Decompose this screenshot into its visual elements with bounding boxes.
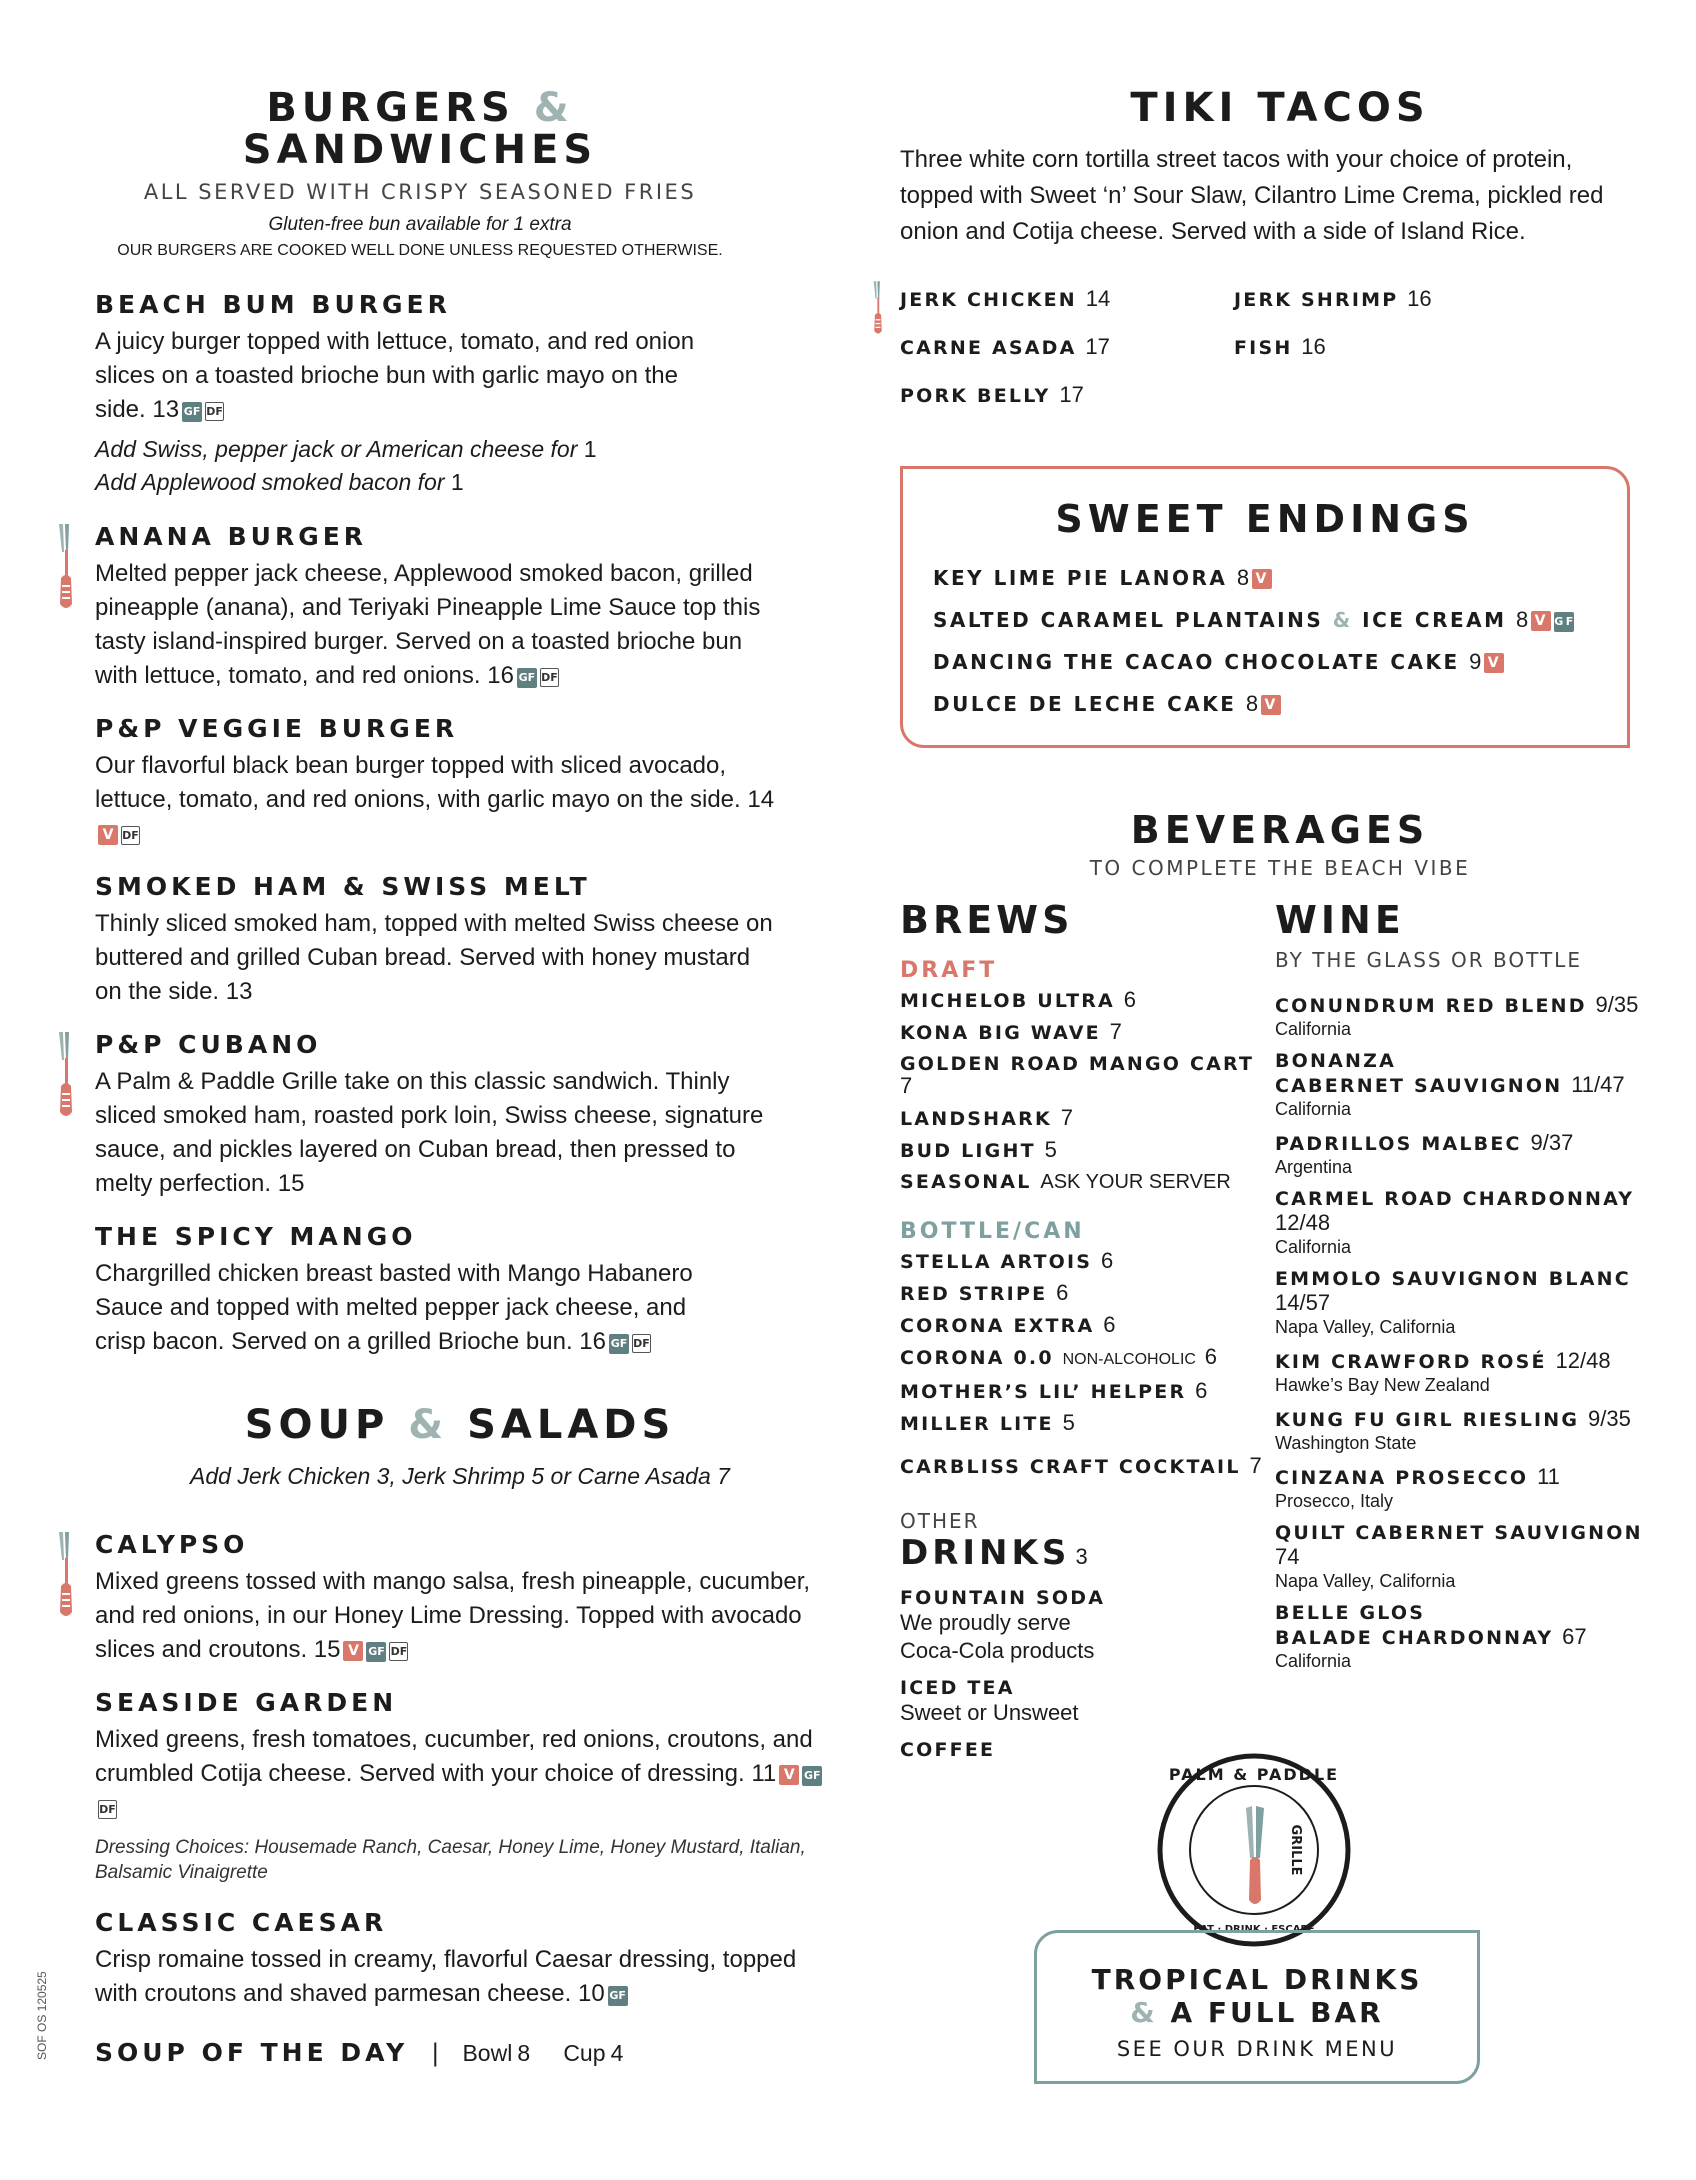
soups-title-amp: & <box>408 1402 449 1448</box>
option-price: 17 <box>1085 334 1110 359</box>
wine-name: PADRILLOS MALBEC <box>1275 1133 1522 1155</box>
menu-item-beach-bum-burger <box>95 290 855 499</box>
dessert-cacao-cake <box>933 649 1627 675</box>
item-desc <box>95 1565 845 1667</box>
wine-price: 9/35 <box>1588 1406 1631 1431</box>
dessert-price: 8 <box>1516 607 1529 632</box>
item-name: BEACH BUM BURGER <box>95 290 451 319</box>
cooked-note: OUR BURGERS ARE COOKED WELL DONE UNLESS REQUESTED OTHERWISE. <box>117 242 723 259</box>
gf-badge: GF <box>608 1986 628 2006</box>
brews-title: BREWS <box>900 898 1074 942</box>
wine-name: CABERNET SAUVIGNON <box>1275 1075 1563 1097</box>
soups-addons: Add Jerk Chicken 3, Jerk Shrimp 5 or Carne Asada 7 <box>190 1463 730 1489</box>
option-name: CARNE ASADA <box>900 337 1077 359</box>
item-price: 15 <box>313 1636 341 1663</box>
drink-desc: Sweet or Unsweet <box>900 1700 1079 1725</box>
item-desc-text: Mixed greens, fresh tomatoes, cucumber, red onions, croutons, and crumbled Cotija cheese. Served with your choice of dressing. <box>95 1726 813 1787</box>
wine-price: 12/48 <box>1275 1210 1331 1235</box>
beer-name: CORONA 0.0 <box>900 1347 1054 1369</box>
beer-name: CORONA EXTRA <box>900 1315 1095 1337</box>
item-desc <box>95 1065 775 1201</box>
wine-name: CARMEL ROAD CHARDONNAY <box>1275 1188 1635 1210</box>
item-price: 13 <box>225 978 253 1005</box>
drink-desc: We proudly serve <box>900 1610 1071 1635</box>
draft-item <box>900 1107 1270 1130</box>
item-name: SMOKED HAM & SWISS MELT <box>95 872 591 901</box>
taco-option-pork-belly <box>900 382 1084 408</box>
df-badge: DF <box>540 668 559 687</box>
wine-region: California <box>1275 1237 1352 1257</box>
beer-name: LANDSHARK <box>900 1108 1052 1130</box>
wine-producer: BELLE GLOS <box>1275 1602 1426 1624</box>
beer-price: ASK YOUR SERVER <box>1040 1171 1231 1193</box>
paddle-icon <box>870 280 886 336</box>
wine-item <box>1275 1464 1665 1512</box>
bottle-item <box>900 1346 1270 1371</box>
item-desc <box>95 1723 835 1825</box>
beer-price: 6 <box>1103 1312 1116 1337</box>
menu-item-ham-swiss-melt <box>95 872 855 1009</box>
beer-name: GOLDEN ROAD MANGO CART <box>900 1053 1255 1075</box>
beer-name: KONA BIG WAVE <box>900 1022 1101 1044</box>
gf-badge: GF <box>517 668 537 688</box>
vegetarian-badge: V <box>343 1641 363 1661</box>
wine-price: 9/37 <box>1530 1130 1574 1155</box>
bottle-list <box>900 1250 1270 1435</box>
bar-line1: TROPICAL DRINKS <box>1091 1963 1423 1996</box>
dessert-name: DULCE DE LECHE CAKE <box>933 692 1237 716</box>
paddle-icon <box>55 1530 77 1620</box>
option-price: 17 <box>1059 382 1084 407</box>
draft-item <box>900 1053 1270 1098</box>
beer-price: 6 <box>1204 1344 1218 1369</box>
option-price: 16 <box>1407 286 1432 311</box>
draft-label: DRAFT <box>900 958 998 983</box>
drink-name: ICED TEA <box>900 1677 1015 1699</box>
dessert-name-b: ICE CREAM <box>1362 608 1507 632</box>
beer-name: BUD LIGHT <box>900 1140 1036 1162</box>
beer-name: MILLER LITE <box>900 1413 1054 1435</box>
option-name: JERK SHRIMP <box>1234 289 1399 311</box>
wine-name: KIM CRAWFORD ROSÉ <box>1275 1351 1547 1373</box>
item-desc <box>95 325 735 427</box>
option-name: FISH <box>1234 337 1293 359</box>
wine-list <box>1275 992 1665 1672</box>
wine-region: California <box>1275 1019 1352 1039</box>
vegetarian-badge: V <box>1484 653 1504 673</box>
gf-badge: GF <box>802 1766 822 1786</box>
burgers-title-amp: & <box>533 85 574 131</box>
dressing-label: Dressing Choices: <box>95 1837 250 1858</box>
burgers-subtitle: ALL SERVED WITH CRISPY SEASONED FRIES <box>143 180 697 204</box>
beer-price: 6 <box>1195 1378 1208 1403</box>
menu-item-calypso <box>95 1530 855 1667</box>
option-name: PORK BELLY <box>900 385 1051 407</box>
beer-name: MOTHER’S LIL’ HELPER <box>900 1381 1187 1403</box>
dessert-plantains <box>933 607 1627 633</box>
draft-list <box>900 989 1270 1193</box>
dressing-choices <box>95 1835 815 1885</box>
item-desc <box>95 749 785 851</box>
burgers-title-b: SANDWICHES <box>242 127 598 173</box>
item-name: CALYPSO <box>95 1530 249 1559</box>
drinks-title: DRINKS <box>900 1533 1071 1573</box>
wine-item <box>1275 1050 1665 1120</box>
df-badge: DF <box>632 1334 651 1353</box>
bottle-label: BOTTLE/CAN <box>900 1219 1085 1244</box>
draft-item <box>900 1021 1270 1044</box>
wine-name: EMMOLO SAUVIGNON BLANC <box>1275 1268 1631 1290</box>
beer-note: NON-ALCOHOLIC <box>1062 1351 1196 1368</box>
wine-price: 14/57 <box>1275 1290 1331 1315</box>
separator: | <box>431 2039 440 2067</box>
addon-bacon-text: Add Applewood smoked bacon for <box>95 469 445 495</box>
dessert-price: 9 <box>1469 649 1482 674</box>
wine-price: 12/48 <box>1555 1348 1611 1373</box>
wine-item <box>1275 992 1665 1040</box>
sweet-endings-box <box>900 466 1630 748</box>
soup-of-the-day <box>95 2038 855 2067</box>
sweet-endings-title: SWEET ENDINGS <box>1055 497 1475 541</box>
wine-item <box>1275 1348 1665 1396</box>
addon-bacon-price: 1 <box>450 469 464 495</box>
beer-price: 5 <box>1062 1410 1075 1435</box>
vegetarian-badge: V <box>1531 611 1551 631</box>
beer-name: SEASONAL <box>900 1171 1032 1193</box>
bar-line2-text: A FULL BAR <box>1170 1996 1384 2029</box>
gf-badge: GF <box>1554 612 1574 632</box>
full-bar-box <box>1034 1930 1480 2084</box>
wine-item <box>1275 1602 1665 1672</box>
item-desc <box>95 1257 725 1359</box>
wine-price: 9/35 <box>1595 992 1639 1017</box>
wine-name: CINZANA PROSECCO <box>1275 1467 1529 1489</box>
beer-price: 7 <box>1060 1105 1074 1130</box>
dessert-name-a: SALTED CARAMEL PLANTAINS <box>933 608 1324 632</box>
drinks-list <box>900 1587 1270 1761</box>
draft-item <box>900 1139 1270 1162</box>
wine-name: KUNG FU GIRL RIESLING <box>1275 1409 1580 1431</box>
tacos-desc: Three white corn tortilla street tacos with your choice of protein, topped with Sweet ‘n’ Sour Slaw, Cilantro Lime Crema, pickled red onion and Cotija cheese. Served with a side of Island Rice. <box>900 146 1604 245</box>
soups-title-a: SOUP <box>244 1402 390 1448</box>
paddle-icon <box>1249 1857 1261 1904</box>
dessert-key-lime <box>933 565 1627 591</box>
wine-price: 67 <box>1562 1624 1587 1649</box>
menu-item-spicy-mango <box>95 1222 855 1359</box>
cup-price: 4 <box>610 2040 624 2066</box>
wine-name: CONUNDRUM RED BLEND <box>1275 995 1587 1017</box>
item-price: 16 <box>579 1328 606 1355</box>
beer-price: 6 <box>1056 1280 1069 1305</box>
vegetarian-badge: V <box>98 825 118 845</box>
option-price: 16 <box>1301 334 1326 359</box>
gluten-free-note: Gluten-free bun available for 1 extra <box>268 214 572 235</box>
item-name: ANANA BURGER <box>95 522 368 551</box>
drink-menu-cta: SEE OUR DRINK MENU <box>1116 2037 1398 2061</box>
item-price: 16 <box>487 662 514 689</box>
item-desc-text: Our flavorful black bean burger topped with sliced avocado, lettuce, tomato, and red onions, with garlic mayo on the side. <box>95 752 741 813</box>
item-name: CLASSIC CAESAR <box>95 1908 388 1937</box>
item-name: P&P CUBANO <box>95 1030 322 1059</box>
item-desc <box>95 557 785 693</box>
beer-name: STELLA ARTOIS <box>900 1251 1093 1273</box>
bowl-label: Bowl <box>462 2040 513 2066</box>
cocktail-price: 7 <box>1249 1453 1262 1478</box>
addon-bacon <box>95 466 855 499</box>
draft-item <box>900 1171 1270 1193</box>
wine-region: Napa Valley, California <box>1275 1571 1456 1591</box>
gf-badge: GF <box>182 402 202 422</box>
bowl-price: 8 <box>517 2040 531 2066</box>
df-badge: DF <box>389 1642 408 1661</box>
gf-badge: GF <box>609 1334 629 1354</box>
option-price: 14 <box>1085 286 1111 311</box>
df-badge: DF <box>205 402 224 421</box>
tacos-options <box>900 286 1660 416</box>
taco-option-jerk-shrimp <box>1234 286 1432 312</box>
bottle-item <box>900 1250 1270 1273</box>
brews-section <box>900 898 1270 1761</box>
palm-paddle-logo <box>1154 1750 1354 1950</box>
logo-top-text: PALM & PADDLE <box>1168 1765 1340 1784</box>
wine-title: WINE <box>1275 898 1405 942</box>
beverages-subtitle: TO COMPLETE THE BEACH VIBE <box>1089 856 1471 880</box>
menu-item-seaside-garden <box>95 1688 855 1885</box>
dessert-price: 8 <box>1245 691 1259 716</box>
paddle-icon <box>55 1030 77 1120</box>
gf-badge: GF <box>366 1642 386 1662</box>
addon-cheese-text: Add Swiss, pepper jack or American cheese for <box>95 436 578 462</box>
item-desc-text: Mixed greens tossed with mango salsa, fresh pineapple, cucumber, and red onions, in our Honey Lime Dressing. Topped with avocado slices and croutons. <box>95 1568 811 1663</box>
soups-title-b: SALADS <box>467 1402 676 1448</box>
wine-price: 11/47 <box>1571 1072 1625 1097</box>
wine-region: Hawke’s Bay New Zealand <box>1275 1375 1490 1395</box>
drink-desc: Coca-Cola products <box>900 1638 1095 1663</box>
wine-item <box>1275 1268 1665 1338</box>
wine-region: Argentina <box>1275 1157 1353 1177</box>
item-name: P&P VEGGIE BURGER <box>95 714 459 743</box>
soups-title <box>95 1402 825 1448</box>
tacos-title: TIKI TACOS <box>1130 85 1430 131</box>
bar-amp: & <box>1130 1996 1158 2029</box>
logo-grille-text: GRILLE <box>1288 1824 1303 1876</box>
wine-item <box>1275 1406 1665 1454</box>
addon-cheese-price: 1 <box>583 436 597 462</box>
wine-region: Prosecco, Italy <box>1275 1491 1394 1511</box>
option-name: JERK CHICKEN <box>900 289 1077 311</box>
wine-producer: BONANZA <box>1275 1050 1397 1072</box>
logo-tagline-text: EAT · DRINK · ESCAPE <box>1193 1924 1315 1935</box>
beer-name: MICHELOB ULTRA <box>900 990 1115 1012</box>
beer-price: 6 <box>1100 1248 1114 1273</box>
item-price: 13 <box>152 396 180 423</box>
other-label: OTHER <box>900 1509 980 1533</box>
menu-item-classic-caesar <box>95 1908 855 2011</box>
sweet-endings-list <box>903 565 1627 717</box>
drinks-price: 3 <box>1075 1544 1088 1569</box>
item-desc <box>95 907 775 1009</box>
df-badge: DF <box>98 1800 117 1819</box>
item-desc-text: A Palm & Paddle Grille take on this classic sandwich. Thinly sliced smoked ham, roasted pork loin, Swiss cheese, signature sauce, and pickles layered on Cuban bread, then pressed to melty perfection. <box>95 1068 764 1197</box>
print-code: SOF OS 120525 <box>35 1971 49 2060</box>
cocktail-name: CARBLISS CRAFT COCKTAIL <box>900 1456 1241 1478</box>
dessert-name: KEY LIME PIE LANORA <box>933 566 1228 590</box>
item-desc-text: A juicy burger topped with lettuce, tomato, and red onion slices on a toasted brioche bun with garlic mayo on the side. <box>95 328 695 423</box>
bar-line2 <box>1037 1996 1477 2029</box>
beer-price: 7 <box>1109 1019 1122 1044</box>
wine-name: QUILT CABERNET SAUVIGNON <box>1275 1522 1643 1544</box>
soups-header <box>95 1402 825 1490</box>
dressing-list: Housemade Ranch, Caesar, Honey Lime, Honey Mustard, Italian, Balsamic Vinaigrette <box>95 1837 806 1883</box>
item-price: 14 <box>747 786 775 813</box>
burgers-header <box>95 85 745 260</box>
wine-price: 74 <box>1275 1544 1300 1569</box>
item-name: THE SPICY MANGO <box>95 1222 417 1251</box>
taco-option-fish <box>1234 334 1326 360</box>
beer-name: RED STRIPE <box>900 1283 1048 1305</box>
menu-item-veggie-burger <box>95 714 855 851</box>
cocktail-item <box>900 1453 1270 1479</box>
item-price: 15 <box>277 1170 305 1197</box>
menu-item-anana-burger <box>95 522 855 693</box>
item-price: 11 <box>751 1760 777 1787</box>
wine-region: Napa Valley, California <box>1275 1317 1456 1337</box>
item-desc-text: Crisp romaine tossed in creamy, flavorful Caesar dressing, topped with croutons and shaved parmesan cheese. <box>95 1946 797 2007</box>
drinks-heading <box>900 1533 1270 1573</box>
bottle-item <box>900 1314 1270 1337</box>
item-desc-text: Thinly sliced smoked ham, topped with melted Swiss cheese on buttered and grilled Cuban bread. Served with honey mustard on the side. <box>95 910 773 1005</box>
item-name: SEASIDE GARDEN <box>95 1688 398 1717</box>
dessert-dulce-de-leche <box>933 691 1627 717</box>
wine-price: 11 <box>1537 1464 1560 1489</box>
dessert-price: 8 <box>1236 565 1250 590</box>
drink-name: COFFEE <box>900 1739 996 1761</box>
taco-option-jerk-chicken <box>900 286 1110 312</box>
cup-label: Cup <box>563 2040 606 2066</box>
taco-option-carne-asada <box>900 334 1110 360</box>
item-desc <box>95 1943 835 2011</box>
vegetarian-badge: V <box>1252 569 1272 589</box>
item-price: 10 <box>577 1980 605 2007</box>
vegetarian-badge: V <box>779 1765 799 1785</box>
wine-section <box>1275 898 1665 1682</box>
item-desc-text: Chargrilled chicken breast basted with Mango Habanero Sauce and topped with melted pepper jack cheese, and crisp bacon. Served on a grilled Brioche bun. <box>95 1260 693 1355</box>
beer-price: 7 <box>900 1073 913 1098</box>
wine-region: Washington State <box>1275 1433 1417 1453</box>
menu-item-cubano <box>95 1030 855 1201</box>
wine-region: California <box>1275 1651 1352 1671</box>
addon-cheese <box>95 433 855 466</box>
draft-item <box>900 989 1270 1012</box>
bottle-item <box>900 1380 1270 1403</box>
bottle-item <box>900 1412 1270 1435</box>
dessert-name: DANCING THE CACAO CHOCOLATE CAKE <box>933 650 1460 674</box>
soup-of-day-label: SOUP OF THE DAY <box>95 2038 409 2067</box>
wine-subtitle: BY THE GLASS OR BOTTLE <box>1275 948 1582 972</box>
wine-region: California <box>1275 1099 1352 1119</box>
beverages-title: BEVERAGES <box>1130 808 1430 852</box>
dessert-amp: & <box>1332 608 1353 632</box>
wine-item <box>1275 1522 1665 1592</box>
wine-item <box>1275 1188 1665 1258</box>
burgers-title-a: BURGERS <box>266 85 515 131</box>
bottle-item <box>900 1282 1270 1305</box>
wine-item <box>1275 1130 1665 1178</box>
burgers-title-line1 <box>95 85 745 131</box>
paddle-icon <box>55 522 77 612</box>
wine-name: BALADE CHARDONNAY <box>1275 1627 1554 1649</box>
vegetarian-badge: V <box>1261 695 1281 715</box>
df-badge: DF <box>121 826 140 845</box>
beer-price: 6 <box>1123 987 1137 1012</box>
beer-price: 5 <box>1044 1137 1057 1162</box>
drink-name: FOUNTAIN SODA <box>900 1587 1106 1609</box>
item-desc-text: Melted pepper jack cheese, Applewood smoked bacon, grilled pineapple (anana), and Teriyaki Pineapple Lime Sauce top this tasty island-inspired burger. Served on a toasted brioche bun with lettuce, tomato, and red onions. <box>95 560 761 689</box>
